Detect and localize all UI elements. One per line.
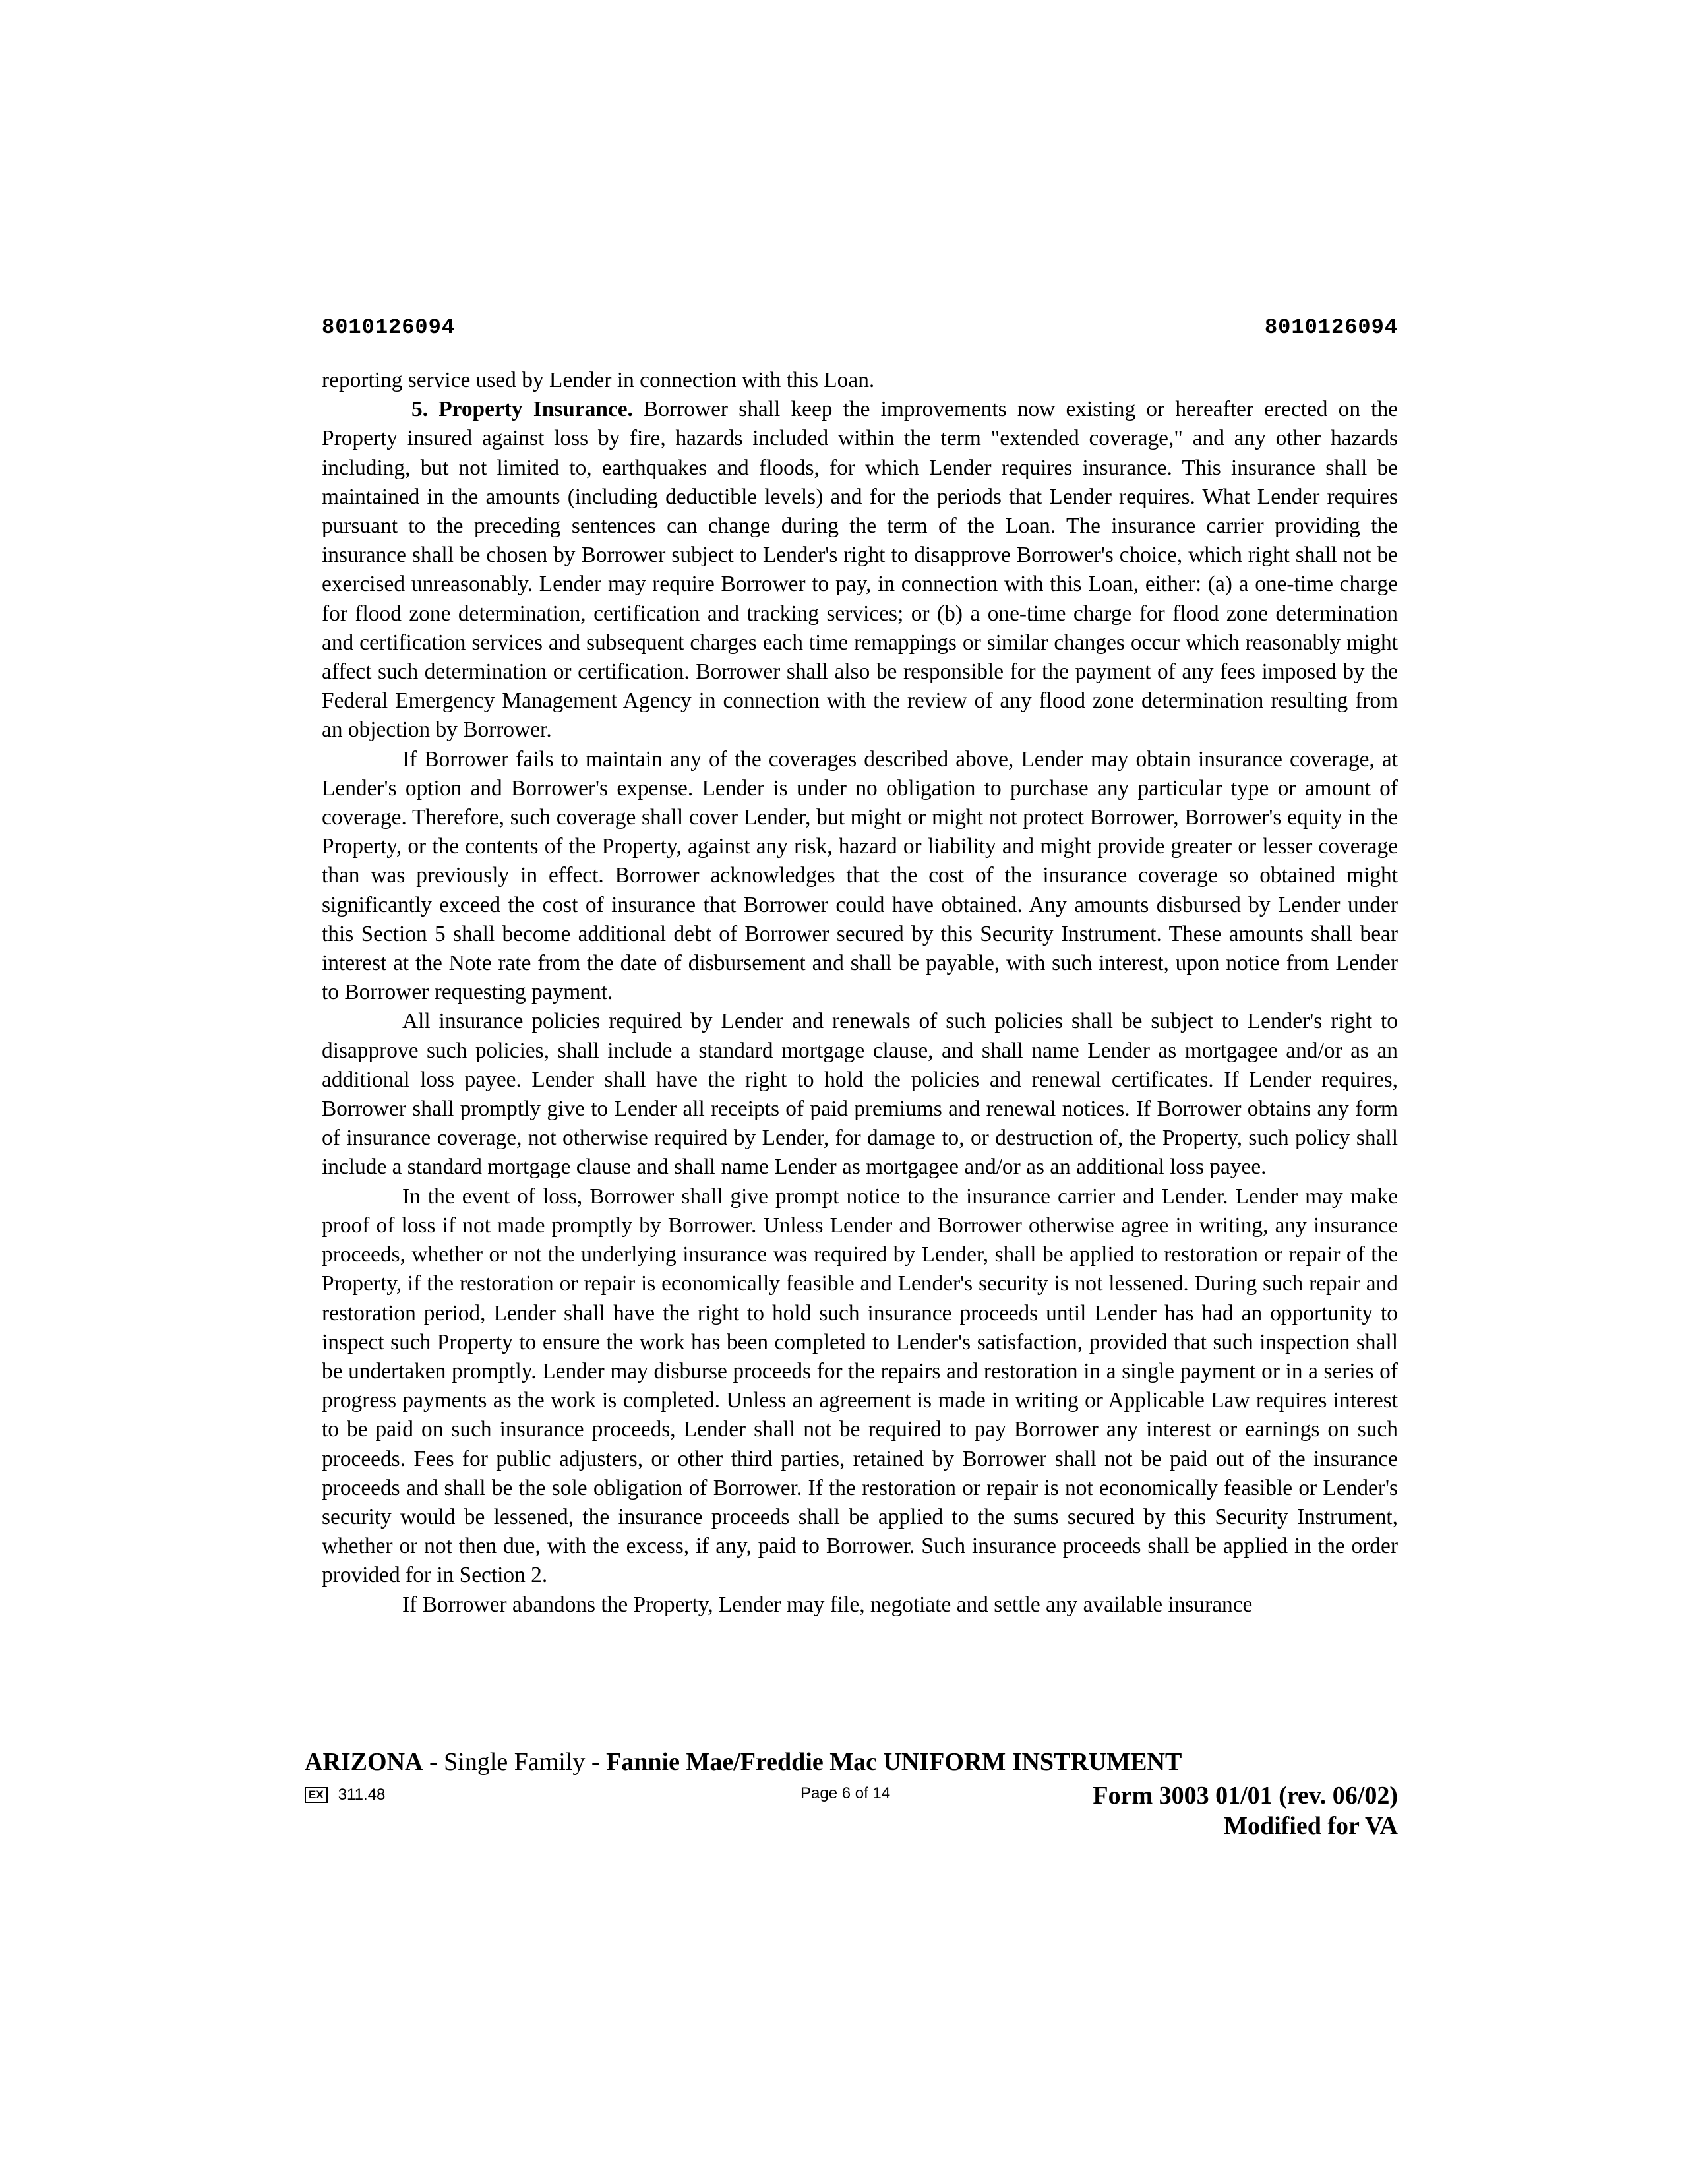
- footer-form-info: [1093, 1780, 1398, 1841]
- footer-instrument-line: [305, 1747, 1182, 1776]
- modified-note: Modified for VA: [1224, 1812, 1398, 1840]
- section-5-paragraph: [322, 395, 1398, 744]
- form-number: Form 3003 01/01 (rev. 06/02): [1093, 1782, 1398, 1809]
- section-5-title: 5. Property Insurance.: [411, 397, 633, 422]
- footer-instrument: Fannie Mae/Freddie Mac UNIFORM INSTRUMENT: [606, 1748, 1182, 1776]
- page-number: Page 6 of 14: [800, 1784, 891, 1802]
- footer-separator: - Single Family -: [423, 1748, 607, 1776]
- loan-number-left: 8010126094: [322, 315, 456, 340]
- paragraph-continuation: reporting service used by Lender in connection with this Loan.: [322, 368, 875, 392]
- loan-number-right: 8010126094: [1264, 315, 1398, 340]
- footer-state: ARIZONA: [305, 1748, 423, 1776]
- section-5-text: Borrower shall keep the improvements now existing or hereafter erected on the Property insured against loss by fire, hazards included within the term "extended coverage," and any other hazards including, but not limited to, earthquakes and floods, for which Lender requires insurance. This insurance shall be maintained in the amounts (including deductible levels) and for the periods that Lender requires. What Lender requires pursuant to the preceding sentences can change during the term of the Loan. The insurance carrier providing the insurance shall be chosen by Borrower subject to Lender's right to disapprove Borrower's choice, which right shall not be exercised unreasonably. Lender may require Borrower to pay, in connection with this Loan, either: (a) a one-time charge for flood zone determination, certification and tracking services; or (b) a one-time charge for flood zone determination and certification services and subsequent charges each time remappings or similar changes occur which reasonably might affect such determination or certification. Borrower shall also be responsible for the payment of any fees imposed by the Federal Emergency Management Agency in connection with the review of any flood zone determination resulting from an objection by Borrower.: [322, 397, 1398, 743]
- document-body: [322, 366, 1398, 1620]
- ex-logo-icon: EX: [305, 1787, 328, 1803]
- paragraph-coverage-failure: If Borrower fails to maintain any of the coverages described above, Lender may obtain insurance coverage, at Lender's option and Borrower's expense. Lender is under no obligation to purchase any particular type or amount of coverage. Therefore, such coverage shall cover Lender, but might or might not protect Borrower, Borrower's equity in the Property, or the contents of the Property, against any risk, hazard or liability and might provide greater or lesser coverage than was previously in effect. Borrower acknowledges that the cost of the insurance coverage so obtained might significantly exceed the cost of insurance that Borrower could have obtained. Any amounts disbursed by Lender under this Section 5 shall become additional debt of Borrower secured by this Security Instrument. These amounts shall bear interest at the Note rate from the date of disbursement and shall be payable, with such interest, upon notice from Lender to Borrower requesting payment.: [322, 746, 1398, 1005]
- paragraph-abandonment: If Borrower abandons the Property, Lender may file, negotiate and settle any available insurance: [402, 1592, 1253, 1617]
- paragraph-insurance-policies: All insurance policies required by Lender and renewals of such policies shall be subject to Lender's right to disapprove such policies, shall include a standard mortgage clause, and shall name Lender as mortgagee and/or as an additional loss payee. Lender shall have the right to hold the policies and renewal certificates. If Lender requires, Borrower shall promptly give to Lender all receipts of paid premiums and renewal notices. If Borrower obtains any form of insurance coverage, not otherwise required by Lender, for damage to, or destruction of, the Property, such policy shall include a standard mortgage clause and shall name Lender as mortgagee and/or as an additional loss payee.: [322, 1009, 1398, 1180]
- footer-code-number: 311.48: [338, 1786, 386, 1804]
- paragraph-event-of-loss: In the event of loss, Borrower shall give prompt notice to the insurance carrier and Lender. Lender may make proof of loss if not made promptly by Borrower. Unless Lender and Borrower otherwise agree in writing, any insurance proceeds, whether or not the underlying insurance was required by Lender, shall be applied to restoration or repair of the Property, if the restoration or repair is economically feasible and Lender's security is not lessened. During such repair and restoration period, Lender shall have the right to hold such insurance proceeds until Lender has had an opportunity to inspect such Property to ensure the work has been completed to Lender's satisfaction, provided that such inspection shall be undertaken promptly. Lender may disburse proceeds for the repairs and restoration in a single payment or in a series of progress payments as the work is completed. Unless an agreement is made in writing or Applicable Law requires interest to be paid on such insurance proceeds, Lender shall not be required to pay Borrower any interest or earnings on such proceeds. Fees for public adjusters, or other third parties, retained by Borrower shall not be paid out of the insurance proceeds and shall be the sole obligation of Borrower. If the restoration or repair is not economically feasible or Lender's security would be lessened, the insurance proceeds shall be applied to the sums secured by this Security Instrument, whether or not then due, with the excess, if any, paid to Borrower. Such insurance proceeds shall be applied in the order provided for in Section 2.: [322, 1184, 1398, 1588]
- footer-form-code: [305, 1786, 385, 1804]
